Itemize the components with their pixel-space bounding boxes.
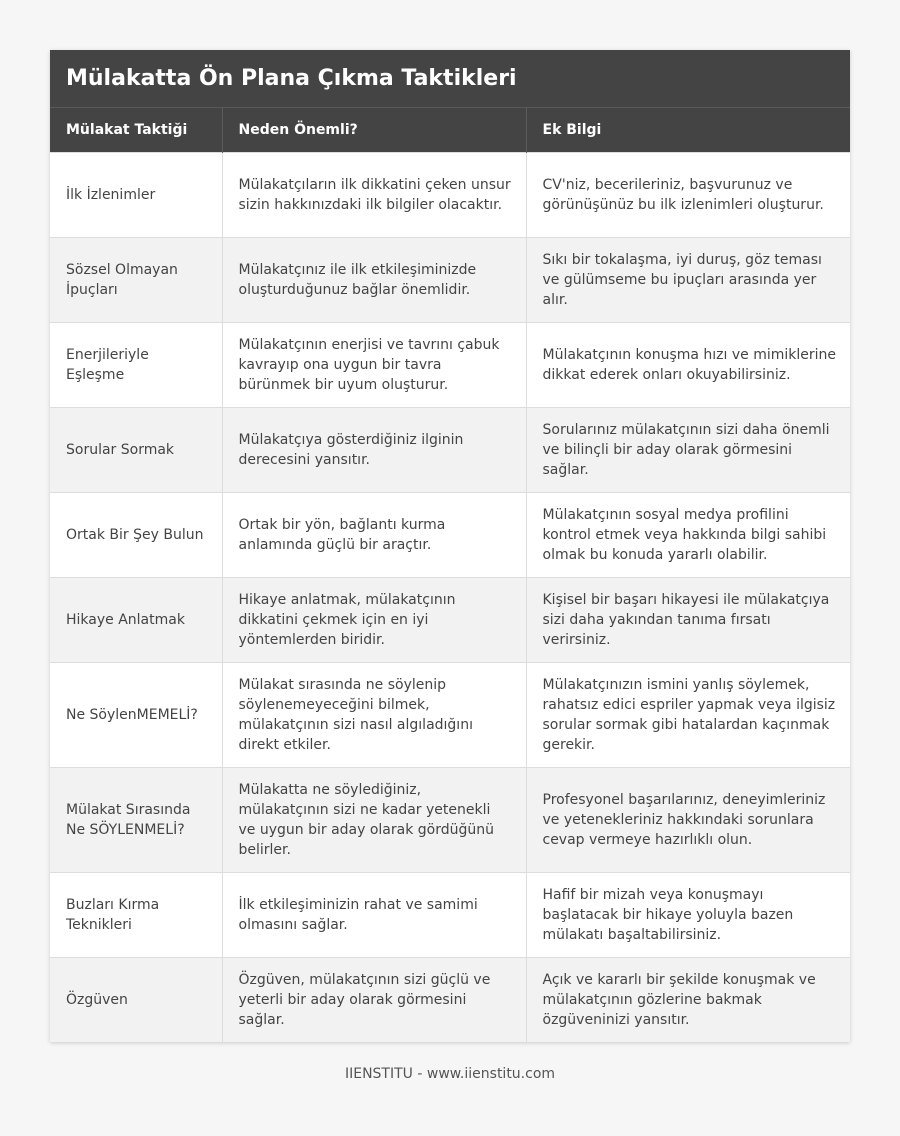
- cell-why: Özgüven, mülakatçının sizi güçlü ve yeterli bir aday olarak görmesini sağlar.: [222, 957, 526, 1042]
- cell-why: Mülakatta ne söylediğiniz, mülakatçının sizi ne kadar yetenekli ve uygun bir aday olarak gördüğünü belirler.: [222, 767, 526, 872]
- cell-info: Profesyonel başarılarınız, deneyimleriniz ve yetenekleriniz hakkındaki sorunlara cevap vermeye hazırlıklı olun.: [526, 767, 850, 872]
- footer-credit: IIENSTITU - www.iienstitu.com: [344, 1066, 556, 1082]
- cell-info: Kişisel bir başarı hikayesi ile mülakatçıya sizi daha yakından tanıma fırsatı verirsiniz.: [526, 577, 850, 662]
- table-row: [50, 662, 850, 767]
- cell-why: Mülakat sırasında ne söylenip söylenemeyeceğini bilmek, mülakatçının sizi nasıl algıladığını direkt etkiler.: [222, 662, 526, 767]
- tactics-table: [50, 108, 850, 1042]
- cell-info: Sorularınız mülakatçının sizi daha önemli ve bilinçli bir aday olarak görmesini sağlar.: [526, 407, 850, 492]
- table-card: [50, 50, 850, 1042]
- cell-info: CV'niz, becerileriniz, başvurunuz ve görünüşünüz bu ilk izlenimleri oluşturur.: [526, 152, 850, 237]
- column-header-tactic: Mülakat Taktiği: [50, 108, 222, 152]
- cell-tactic: Buzları Kırma Teknikleri: [50, 872, 222, 957]
- cell-info: Mülakatçının sosyal medya profilini kontrol etmek veya hakkında bilgi sahibi olmak bu konuda yararlı olabilir.: [526, 492, 850, 577]
- table-row: [50, 152, 850, 237]
- table-row: [50, 492, 850, 577]
- cell-why: Mülakatçıların ilk dikkatini çeken unsur sizin hakkınızdaki ilk bilgiler olacaktır.: [222, 152, 526, 237]
- cell-tactic: Ne SöylenMEMELİ?: [50, 662, 222, 767]
- cell-tactic: Enerjileriyle Eşleşme: [50, 322, 222, 407]
- table-row: [50, 872, 850, 957]
- cell-info: Hafif bir mizah veya konuşmayı başlatacak bir hikaye yoluyla bazen mülakatı başaltabilirsiniz.: [526, 872, 850, 957]
- cell-tactic: Özgüven: [50, 957, 222, 1042]
- cell-info: Mülakatçının konuşma hızı ve mimiklerine dikkat ederek onları okuyabilirsiniz.: [526, 322, 850, 407]
- header-row: [50, 108, 850, 152]
- cell-info: Sıkı bir tokalaşma, iyi duruş, göz teması ve gülümseme bu ipuçları arasında yer alır.: [526, 237, 850, 322]
- cell-info: Açık ve kararlı bir şekilde konuşmak ve mülakatçının gözlerine bakmak özgüveninizi yansıtır.: [526, 957, 850, 1042]
- table-row: [50, 237, 850, 322]
- cell-tactic: Ortak Bir Şey Bulun: [50, 492, 222, 577]
- cell-why: Mülakatçıya gösterdiğiniz ilginin derecesini yansıtır.: [222, 407, 526, 492]
- cell-tactic: Sorular Sormak: [50, 407, 222, 492]
- cell-why: Mülakatçının enerjisi ve tavrını çabuk kavrayıp ona uygun bir tavra bürünmek bir uyum oluşturur.: [222, 322, 526, 407]
- table-row: [50, 957, 850, 1042]
- cell-tactic: Mülakat Sırasında Ne SÖYLENMELİ?: [50, 767, 222, 872]
- table-row: [50, 577, 850, 662]
- cell-why: İlk etkileşiminizin rahat ve samimi olmasını sağlar.: [222, 872, 526, 957]
- cell-why: Mülakatçınız ile ilk etkileşiminizde oluşturduğunuz bağlar önemlidir.: [222, 237, 526, 322]
- cell-tactic: İlk İzlenimler: [50, 152, 222, 237]
- table-row: [50, 322, 850, 407]
- cell-why: Ortak bir yön, bağlantı kurma anlamında güçlü bir araçtır.: [222, 492, 526, 577]
- cell-why: Hikaye anlatmak, mülakatçının dikkatini çekmek için en iyi yöntemlerden biridir.: [222, 577, 526, 662]
- cell-tactic: Sözsel Olmayan İpuçları: [50, 237, 222, 322]
- cell-tactic: Hikaye Anlatmak: [50, 577, 222, 662]
- table-title: Mülakatta Ön Plana Çıkma Taktikleri: [50, 50, 850, 108]
- table-row: [50, 767, 850, 872]
- column-header-why: Neden Önemli?: [222, 108, 526, 152]
- cell-info: Mülakatçınızın ismini yanlış söylemek, rahatsız edici espriler yapmak veya ilgisiz sorular sormak gibi hatalardan kaçınmak gerekir.: [526, 662, 850, 767]
- column-header-info: Ek Bilgi: [526, 108, 850, 152]
- table-row: [50, 407, 850, 492]
